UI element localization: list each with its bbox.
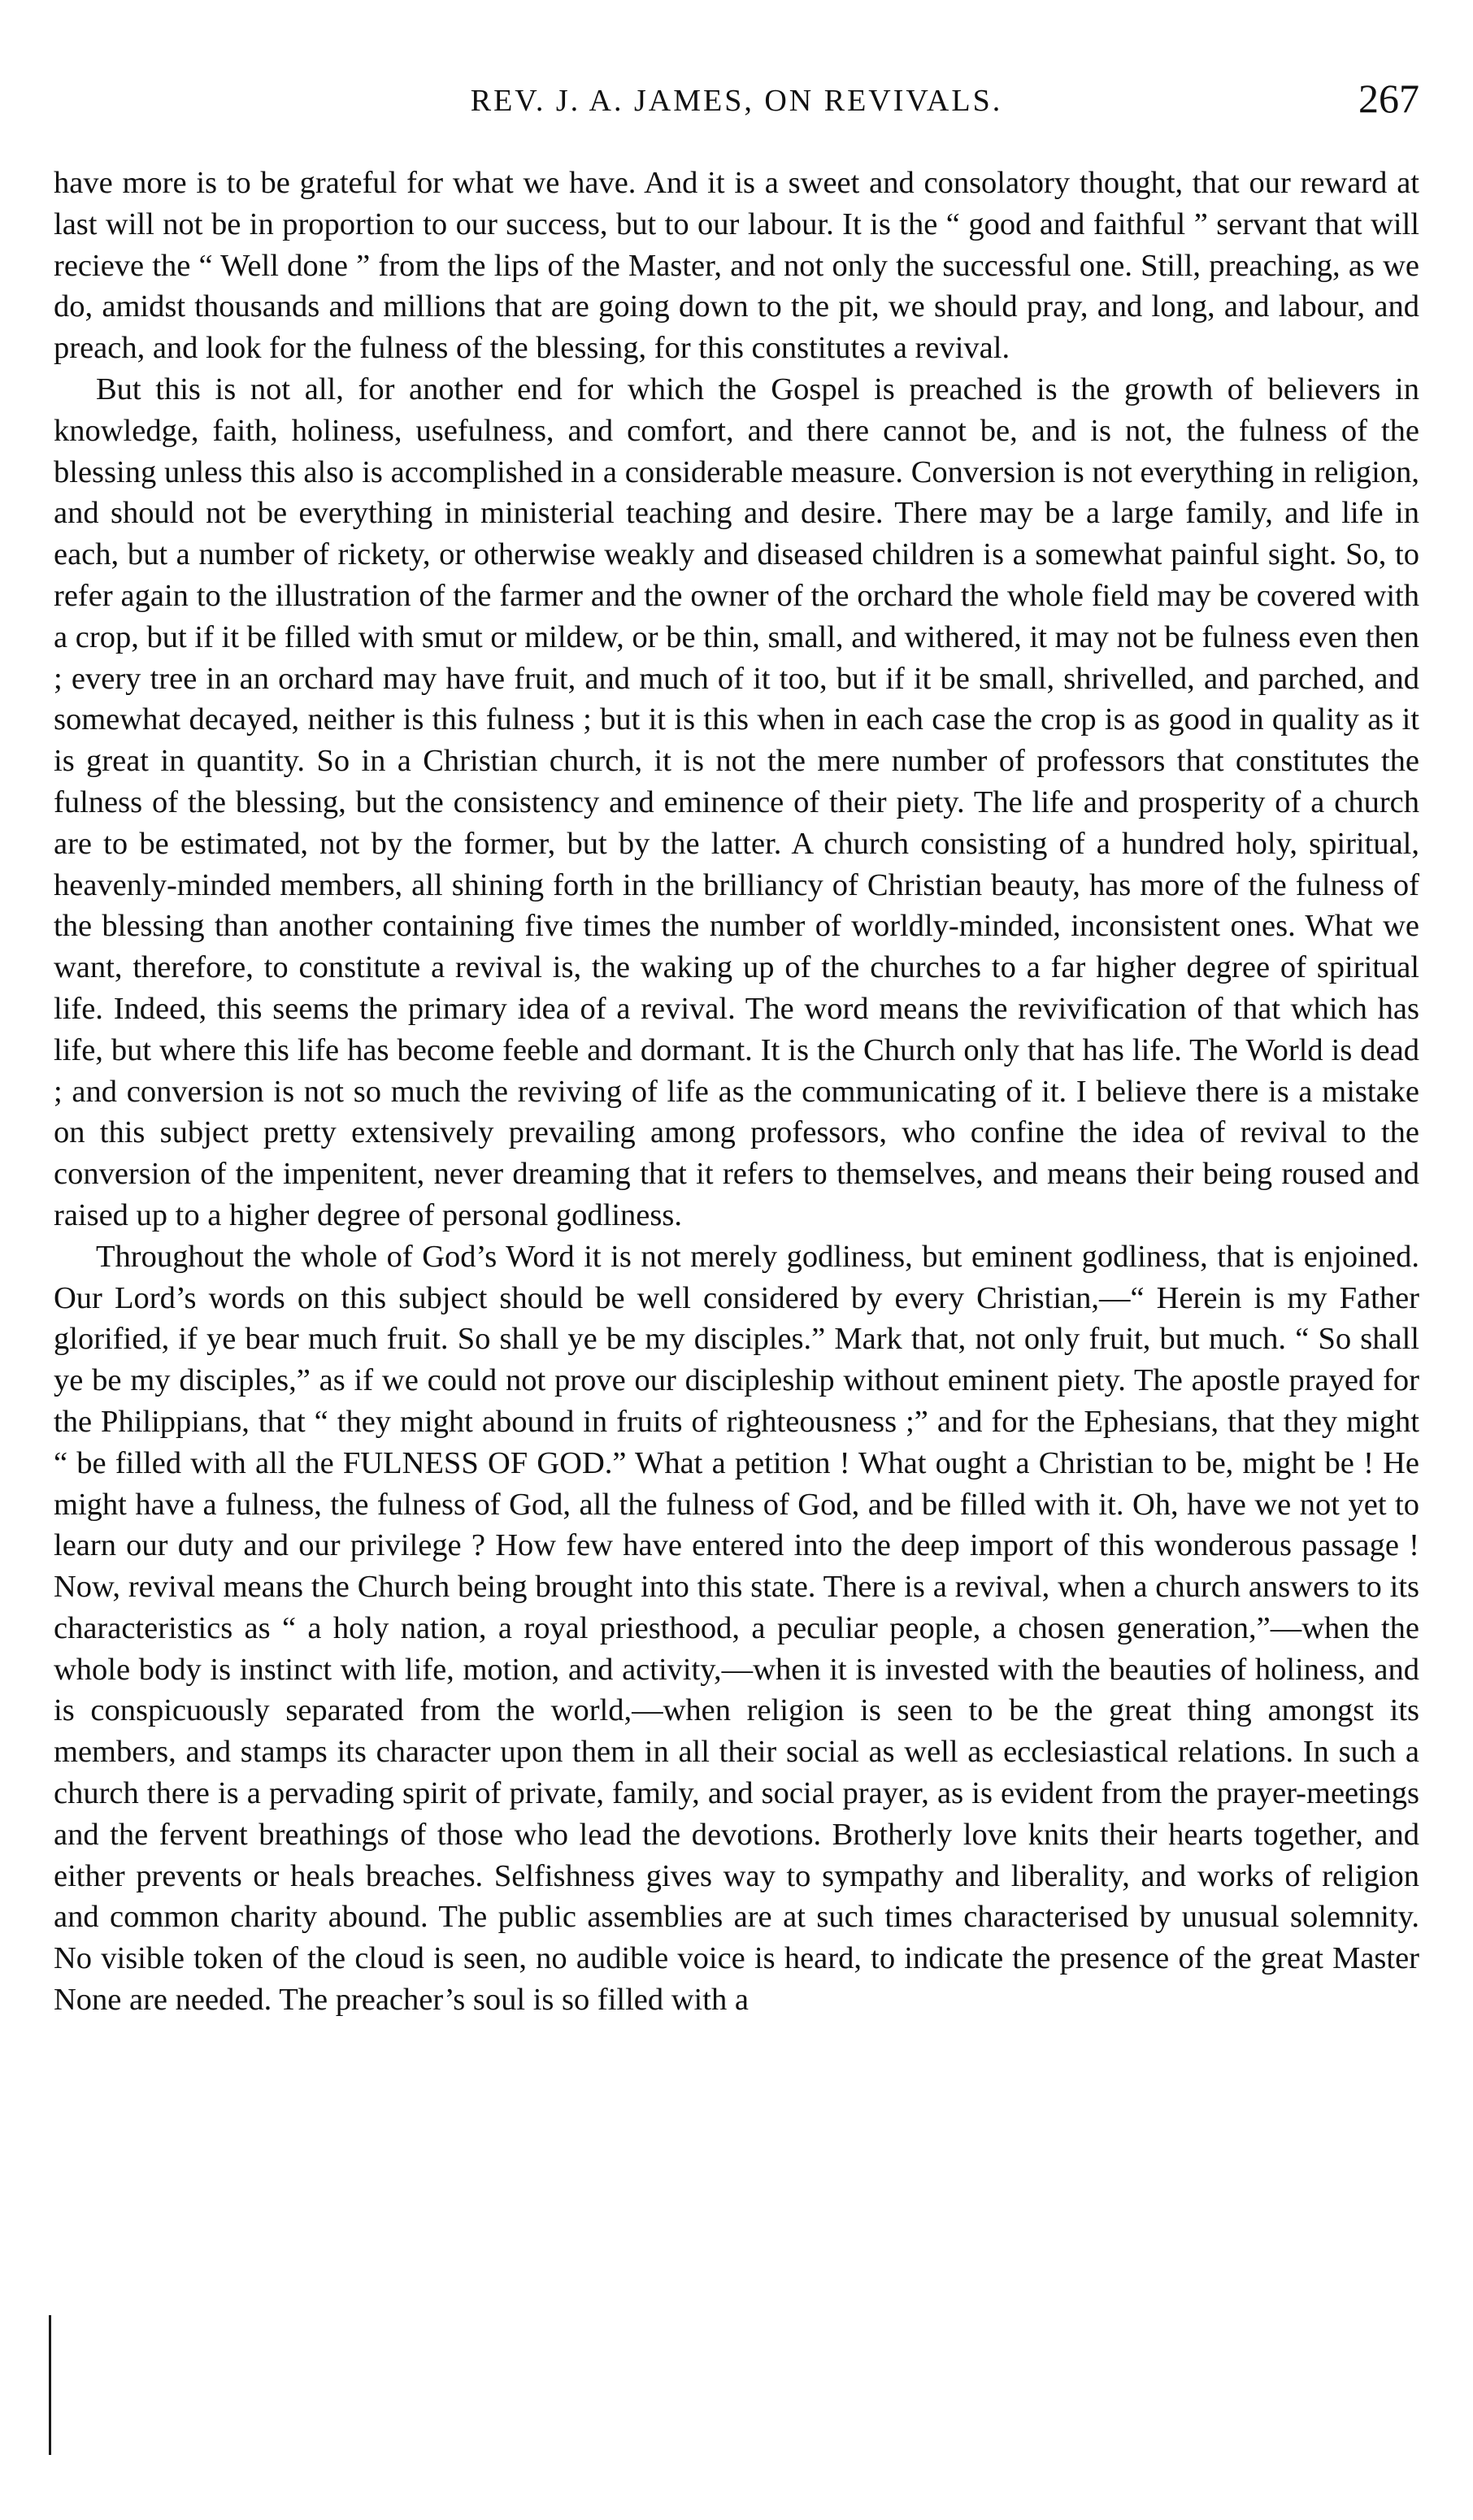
paragraph-eminent-godliness: Throughout the whole of God’s Word it is not merely godliness, but eminent godliness, that is enjoined. Our Lord’s words on this subject should be well considered by every Christian,—“ Herein is my Father glorified, if ye bear much fruit. So shall ye be my disciples.” Mark that, not only fruit, but much. “ So shall ye be my disciples,” as if we could not prove our discipleship without eminent piety. The apostle prayed for the Philippians, that “ they might abound in fruits of righteousness ;” and for the Ephesians, that they might “ be filled with all the FULNESS OF GOD.” What a petition ! What ought a Christian to be, might be ! He might have a fulness, the fulness of God, all the fulness of God, and be filled with it. Oh, have we not yet to learn our duty and our privilege ? How few have entered into the deep import of this wonderous passage ! Now, revival means the Church being brought into this state. There is a revival, when a church answers to its characteristics as “ a holy nation, a royal priesthood, a peculiar people, a chosen generation,”—when the whole body is instinct with life, motion, and activity,—when it is invested with the beauties of holiness, and is conspicuously separated from the world,—when religion is seen to be the great thing amongst its members, and stamps its character upon them in all their social as well as ecclesiastical relations. In such a church there is a pervading spirit of private, family, and social prayer, as is evident from the prayer-meetings and the fervent breathings of those who lead the devotions. Brotherly love knits their hearts together, and either prevents or heals breaches. Selfishness gives way to sympathy and liberality, and works of religion and common charity abound. The public assemblies are at such times characterised by unusual solemnity. No visible token of the cloud is seen, no audible voice is heard, to indicate the presence of the great Master None are needed. The preacher’s soul is so filled with a	[54, 1239, 1419, 2018]
body-text	[54, 163, 1419, 2021]
running-title: REV. J. A. JAMES, ON REVIVALS.	[470, 84, 1003, 118]
paragraph-growth-of-believers: But this is not all, for another end for which the Gospel is preached is the growth of believers in knowledge, faith, holiness, usefulness, and comfort, and there cannot be, and is not, the fulness of the blessing unless this also is accomplished in a considerable measure. Conversion is not everything in religion, and should not be everything in ministerial teaching and desire. There may be a large family, and life in each, but a number of rickety, or otherwise weakly and diseased children is a somewhat painful sight. So, to refer again to the illustration of the farmer and the owner of the orchard the whole field may be covered with a crop, but if it be filled with smut or mildew, or be thin, small, and withered, it may not be fulness even then ; every tree in an orchard may have fruit, and much of it too, but if it be small, shrivelled, and parched, and somewhat decayed, neither is this fulness ; but it is this when in each case the crop is as good in quality as it is great in quantity. So in a Christian church, it is not the mere number of professors that constitutes the fulness of the blessing, but the consistency and eminence of their piety. The life and prosperity of a church are to be estimated, not by the former, but by the latter. A church consisting of a hundred holy, spiritual, heavenly-minded members, all shining forth in the brilliancy of Christian beauty, has more of the fulness of the blessing than another containing five times the number of worldly-minded, inconsistent ones. What we want, therefore, to constitute a revival is, the waking up of the churches to a far higher degree of spiritual life. Indeed, this seems the primary idea of a revival. The word means the revivification of that which has life, but where this life has become feeble and dormant. It is the Church only that has life. The World is dead ; and conversion is not so much the reviving of life as the communicating of it. I believe there is a mistake on this subject pretty extensively prevailing among professors, who confine the idea of revival to the conversion of the impenitent, never dreaming that it refers to themselves, and means their being roused and raised up to a higher degree of personal godliness.	[54, 371, 1419, 1232]
running-head	[54, 75, 1419, 132]
paragraph-continued: have more is to be grateful for what we have. And it is a sweet and consolatory thought, that our reward at last will not be in proportion to our success, but to our labour. It is the “ good and faithful ” servant that will recieve the “ Well done ” from the lips of the Master, and not only the successful one. Still, preaching, as we do, amidst thousands and millions that are going down to the pit, we should pray, and long, and labour, and preach, and look for the fulness of the blessing, for this constitutes a revival.	[54, 166, 1419, 366]
margin-rule	[49, 2315, 51, 2455]
page-number: 267	[1358, 76, 1419, 121]
